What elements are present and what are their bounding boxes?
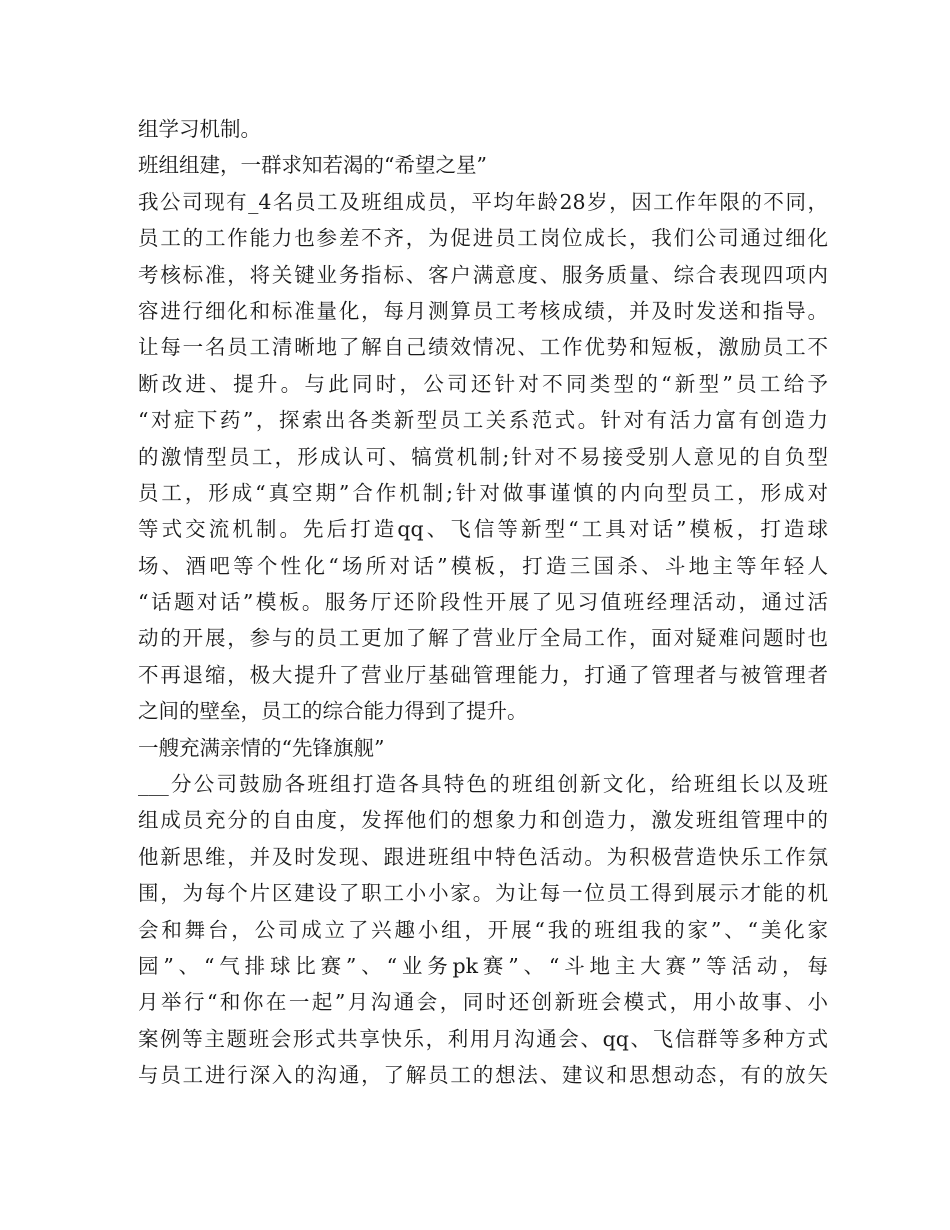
text-line: 断改进、提升。与此同时，公司还针对不同类型的“新型”员工给予 bbox=[138, 371, 828, 396]
text-line: 让每一名员工清晰地了解自己绩效情况、工作优势和短板，激励员工不 bbox=[138, 335, 828, 360]
text-line: 月举行“和你在一起”月沟通会，同时还创新班会模式，用小故事、小 bbox=[138, 990, 828, 1015]
text-line: 等式交流机制。先后打造qq、飞信等新型“工具对话”模板，打造球 bbox=[138, 517, 828, 542]
text-line: 一艘充满亲情的“先锋旗舰” bbox=[138, 735, 385, 760]
text-line: 员工的工作能力也参差不齐，为促进员工岗位成长，我们公司通过细化 bbox=[138, 226, 828, 251]
text-line: ___分公司鼓励各班组打造各具特色的班组创新文化，给班组长以及班 bbox=[138, 772, 828, 797]
text-line: 的激情型员工，形成认可、犒赏机制;针对不易接受别人意见的自负型 bbox=[138, 444, 828, 469]
text-line: 动的开展，参与的员工更加了解了营业厅全局工作，面对疑难问题时也 bbox=[138, 626, 828, 651]
text-line: “话题对话”模板。服务厅还阶段性开展了见习值班经理活动，通过活 bbox=[138, 590, 828, 615]
text-line: 会和舞台，公司成立了兴趣小组，开展“我的班组我的家”、“美化家 bbox=[138, 917, 828, 942]
text-line: 园”、“气排球比赛”、“业务pk赛”、“斗地主大赛”等活动，每 bbox=[138, 953, 828, 978]
text-line: “对症下药”，探索出各类新型员工关系范式。针对有活力富有创造力 bbox=[138, 408, 828, 433]
text-line: 我公司现有_4名员工及班组成员，平均年龄28岁，因工作年限的不同， bbox=[138, 189, 828, 214]
text-line: 案例等主题班会形式共享快乐，利用月沟通会、qq、飞信群等多种方式 bbox=[138, 1026, 828, 1051]
body-text bbox=[138, 111, 828, 1094]
text-line: 场、酒吧等个性化“场所对话”模板，打造三国杀、斗地主等年轻人 bbox=[138, 553, 828, 578]
text-line: 组学习机制。 bbox=[138, 117, 261, 141]
text-line: 容进行细化和标准量化，每月测算员工考核成绩，并及时发送和指导。 bbox=[138, 298, 828, 323]
text-line: 与员工进行深入的沟通，了解员工的想法、建议和思想动态，有的放矢 bbox=[138, 1063, 828, 1088]
text-line: 班组组建，一群求知若渴的“希望之星” bbox=[138, 153, 487, 178]
text-line: 组成员充分的自由度，发挥他们的想象力和创造力，激发班组管理中的 bbox=[138, 808, 828, 833]
text-line: 之间的壁垒，员工的综合能力得到了提升。 bbox=[138, 699, 528, 724]
text-line: 考核标准，将关键业务指标、客户满意度、服务质量、综合表现四项内 bbox=[138, 262, 828, 287]
text-line: 不再退缩，极大提升了营业厅基础管理能力，打通了管理者与被管理者 bbox=[138, 662, 828, 687]
text-line: 员工，形成“真空期”合作机制;针对做事谨慎的内向型员工，形成对 bbox=[138, 480, 828, 505]
text-line: 围，为每个片区建设了职工小小家。为让每一位员工得到展示才能的机 bbox=[138, 881, 828, 906]
text-line: 他新思维，并及时发现、跟进班组中特色活动。为积极营造快乐工作氛 bbox=[138, 844, 828, 869]
